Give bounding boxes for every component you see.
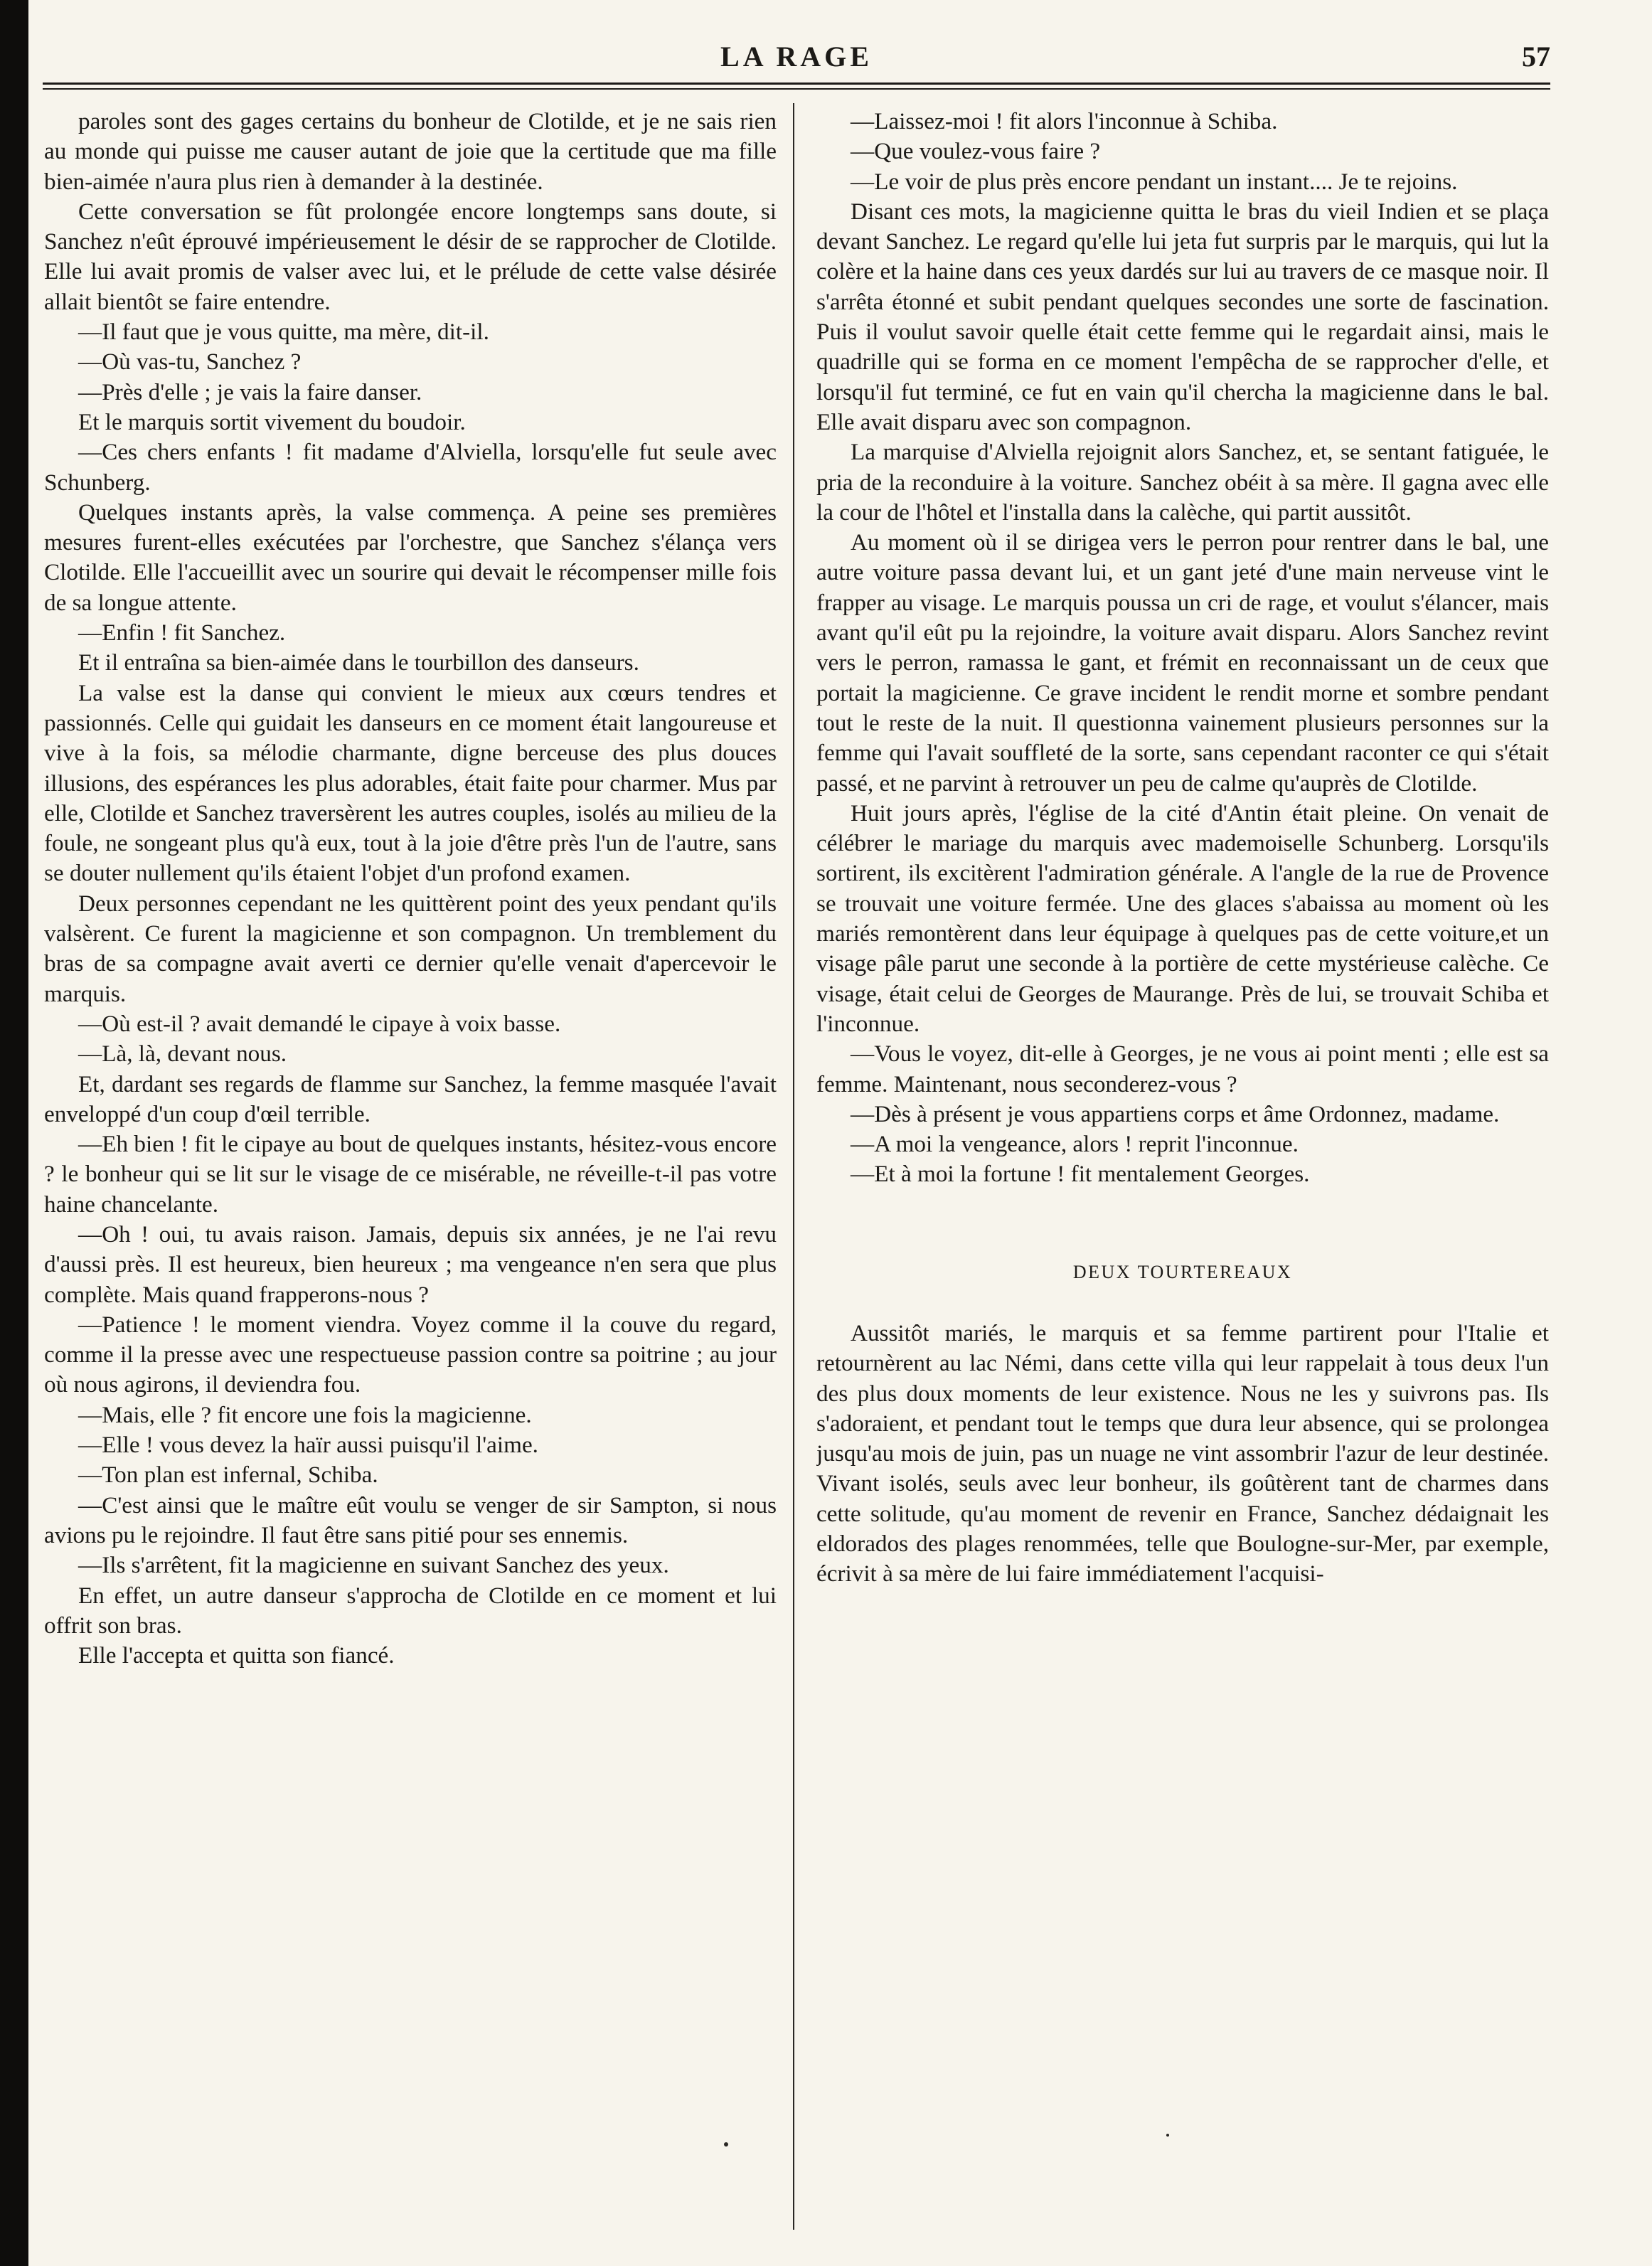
print-speck (724, 2142, 728, 2147)
left-column (44, 107, 777, 2212)
paragraph: —C'est ainsi que le maître eût voulu se venger de sir Sampton, si nous avions pu le rejoindre. Il faut être sans pitié pour ses ennemis. (44, 1491, 777, 1548)
paragraph: Huit jours après, l'église de la cité d'Antin était pleine. On venait de célébrer le mariage du marquis avec mademoiselle Schunberg. Lorsqu'ils sortirent, ils excitèrent l'admiration générale. A l'angle de la rue de Provence se trouvait une voiture fermée. Une des glaces s'abaissa au moment où les mariés remontèrent dans leur équipage à quelques pas de cette voiture,et un visage pâle parut une seconde à la portière de cette mystérieuse calèche. Ce visage, était celui de Georges de Maurange. Près de lui, se trouvait Schiba et l'inconnue. (816, 799, 1549, 1037)
paragraph: —A moi la vengeance, alors ! reprit l'inconnue. (851, 1131, 1299, 1158)
column-divider (793, 103, 794, 2230)
paragraph: Aussitôt mariés, le marquis et sa femme partirent pour l'Italie et retournèrent au lac Némi, dans cette villa qui leur rappelait à tous deux l'un des plus doux moments de leur existence. Nous ne les y suivrons pas. Ils s'adoraient, et pendant tout le temps que dura leur absence, qui se prolongea jusqu'au mois de juin, pas un nuage ne vint assombrir l'azur de leur destinée. Vivant isolés, seuls avec leur bonheur, ils goûtèrent tant de charmes dans cette solitude, qu'au moment de revenir en France, Sanchez dédaignait les eldorados des plages renommées, telle que Boulogne-sur-Mer, par exemple, écrivit à sa mère de lui faire immédiatement l'acquisi- (816, 1319, 1549, 1587)
page-number: 57 (1522, 41, 1550, 73)
paragraph: —Il faut que je vous quitte, ma mère, dit-il. (78, 319, 489, 346)
book-binding-edge (0, 0, 28, 2266)
paragraph: —Oh ! oui, tu avais raison. Jamais, depuis six années, je ne l'ai revu d'aussi près. Il est heureux, bien heureux ; ma vengeance n'en sera que plus complète. Mais quand frapperons-nous ? (44, 1220, 777, 1308)
right-column (816, 107, 1549, 2212)
header-rule-thin (43, 88, 1550, 90)
print-speck (1166, 2134, 1169, 2137)
paragraph: La valse est la danse qui convient le mieux aux cœurs tendres et passionnés. Celle qui guidait les danseurs en ce moment était langoureuse et vive à la fois, sa mélodie charmante, digne berceuse des plus douces illusions, des espérances les plus adorables, était faite pour charmer. Mus par elle, Clotilde et Sanchez traversèrent les autres couples, isolés au milieu de la foule, ne songeant plus qu'à eux, tout à la joie d'être près l'un de l'autre, sans se douter nullement qu'ils étaient l'objet d'un profond examen. (44, 679, 777, 887)
paragraph: Et, dardant ses regards de flamme sur Sanchez, la femme masquée l'avait enveloppé d'un coup d'œil terrible. (44, 1070, 777, 1127)
paragraph: —Que voulez-vous faire ? (851, 138, 1101, 165)
paragraph: Au moment où il se dirigea vers le perron pour rentrer dans le bal, une autre voiture passa devant lui, et un gant jeté d'une main nerveuse vint le frapper au visage. Le marquis poussa un cri de rage, et voulut s'élancer, mais avant qu'il eût pu la rejoindre, la voiture avait disparu. Alors Sanchez revint vers le perron, ramassa le gant, et frémit en reconnaissant un de ceux que portait la magicienne. Ce grave incident le rendit morne et sombre pendant tout le reste de la nuit. Il questionna vainement plusieurs personnes sur la femme qui l'avait souffleté de la sorte, sans cependant raconter ce qui s'était passé, et ne parvint à retrouver un peu de calme qu'auprès de Clotilde. (816, 529, 1549, 797)
paragraph: Elle l'accepta et quitta son fiancé. (78, 1642, 395, 1669)
paragraph: —Dès à présent je vous appartiens corps et âme Ordonnez, madame. (851, 1100, 1500, 1127)
header-rule-thick (43, 83, 1550, 85)
paragraph: Et le marquis sortit vivement du boudoir. (78, 408, 466, 435)
paragraph: —Le voir de plus près encore pendant un instant.... Je te rejoins. (851, 168, 1458, 195)
paragraph: —Vous le voyez, dit-elle à Georges, je ne vous ai point menti ; elle est sa femme. Maintenant, nous seconderez-vous ? (816, 1041, 1549, 1097)
section-heading: DEUX TOURTEREAUX (1072, 1261, 1293, 1282)
running-title: LA RAGE (720, 41, 873, 73)
paragraph: —Mais, elle ? fit encore une fois la magicienne. (78, 1401, 532, 1428)
paragraph: La marquise d'Alviella rejoignit alors Sanchez, et, se sentant fatiguée, le pria de la reconduire à la voiture. Sanchez obéit à sa mère. Il gagna avec elle la cour de l'hôtel et l'installa dans la calèche, qui partit aussitôt. (816, 439, 1549, 526)
paragraph: —Ton plan est infernal, Schiba. (78, 1462, 378, 1489)
paragraph: —Ils s'arrêtent, fit la magicienne en suivant Sanchez des yeux. (78, 1552, 669, 1579)
paragraph: —Là, là, devant nous. (78, 1041, 287, 1068)
paragraph: Cette conversation se fût prolongée encore longtemps sans doute, si Sanchez n'eût éprouvé impérieusement le désir de se rapprocher de Clotilde. Elle lui avait promis de valser avec lui, et le prélude de cette valse désirée allait bientôt se faire entendre. (44, 198, 777, 315)
paragraph: Deux personnes cependant ne les quittèrent point des yeux pendant qu'ils valsèrent. Ce furent la magicienne et son compagnon. Un tremblement du bras de sa compagne avait averti ce dernier qu'elle venait d'apercevoir le marquis. (44, 890, 777, 1007)
paragraph: —Eh bien ! fit le cipaye au bout de quelques instants, hésitez-vous encore ? le bonheur qui se lit sur le visage de ce misérable, ne réveille-t-il pas votre haine chancelante. (44, 1131, 777, 1218)
paragraph: —Ces chers enfants ! fit madame d'Alviella, lorsqu'elle fut seule avec Schunberg. (44, 439, 777, 496)
paragraph: paroles sont des gages certains du bonheur de Clotilde, et je ne sais rien au monde qui puisse me causer autant de joie que la certitude que ma fille bien-aimée n'aura plus rien à demander à la destinée. (44, 108, 777, 195)
paragraph: —Enfin ! fit Sanchez. (78, 619, 286, 647)
paragraph: —Où vas-tu, Sanchez ? (78, 349, 302, 376)
paragraph: Disant ces mots, la magicienne quitta le bras du vieil Indien et se plaça devant Sanchez. Le regard qu'elle lui jeta fut surpris par le marquis, qui lut la colère et la haine dans ces yeux dardés sur lui au travers de ce masque noir. Il s'arrêta étonné et subit pendant quelques secondes une sorte de fascination. Puis il voulut savoir quelle était cette femme qui le regardait ainsi, mais le quadrille qui se forma en ce moment l'empêcha de se rapprocher d'elle, et lorsqu'il fut terminé, ce fut en vain qu'il chercha la magicienne dans le bal. Elle avait disparu avec son compagnon. (816, 198, 1549, 435)
page-header (43, 28, 1550, 77)
paragraph: —Patience ! le moment viendra. Voyez comme il la couve du regard, comme il la presse avec une respectueuse passion contre sa poitrine ; au jour où nous agirons, il deviendra fou. (44, 1311, 777, 1398)
paragraph: —Près d'elle ; je vais la faire danser. (78, 378, 422, 405)
paragraph: —Et à moi la fortune ! fit mentalement Georges. (851, 1161, 1310, 1188)
paragraph: Quelques instants après, la valse commença. A peine ses premières mesures furent-elles exécutées par l'orchestre, que Sanchez s'élança vers Clotilde. Elle l'accueillit avec un sourire qui devait le récompenser mille fois de sa longue attente. (44, 499, 777, 616)
paragraph: —Laissez-moi ! fit alors l'inconnue à Schiba. (851, 108, 1278, 134)
paragraph: Et il entraîna sa bien-aimée dans le tourbillon des danseurs. (78, 649, 639, 676)
paragraph: En effet, un autre danseur s'approcha de Clotilde en ce moment et lui offrit son bras. (44, 1582, 777, 1639)
paragraph: —Elle ! vous devez la haïr aussi puisqu'il l'aime. (78, 1432, 538, 1459)
paragraph: —Où est-il ? avait demandé le cipaye à voix basse. (78, 1010, 561, 1037)
